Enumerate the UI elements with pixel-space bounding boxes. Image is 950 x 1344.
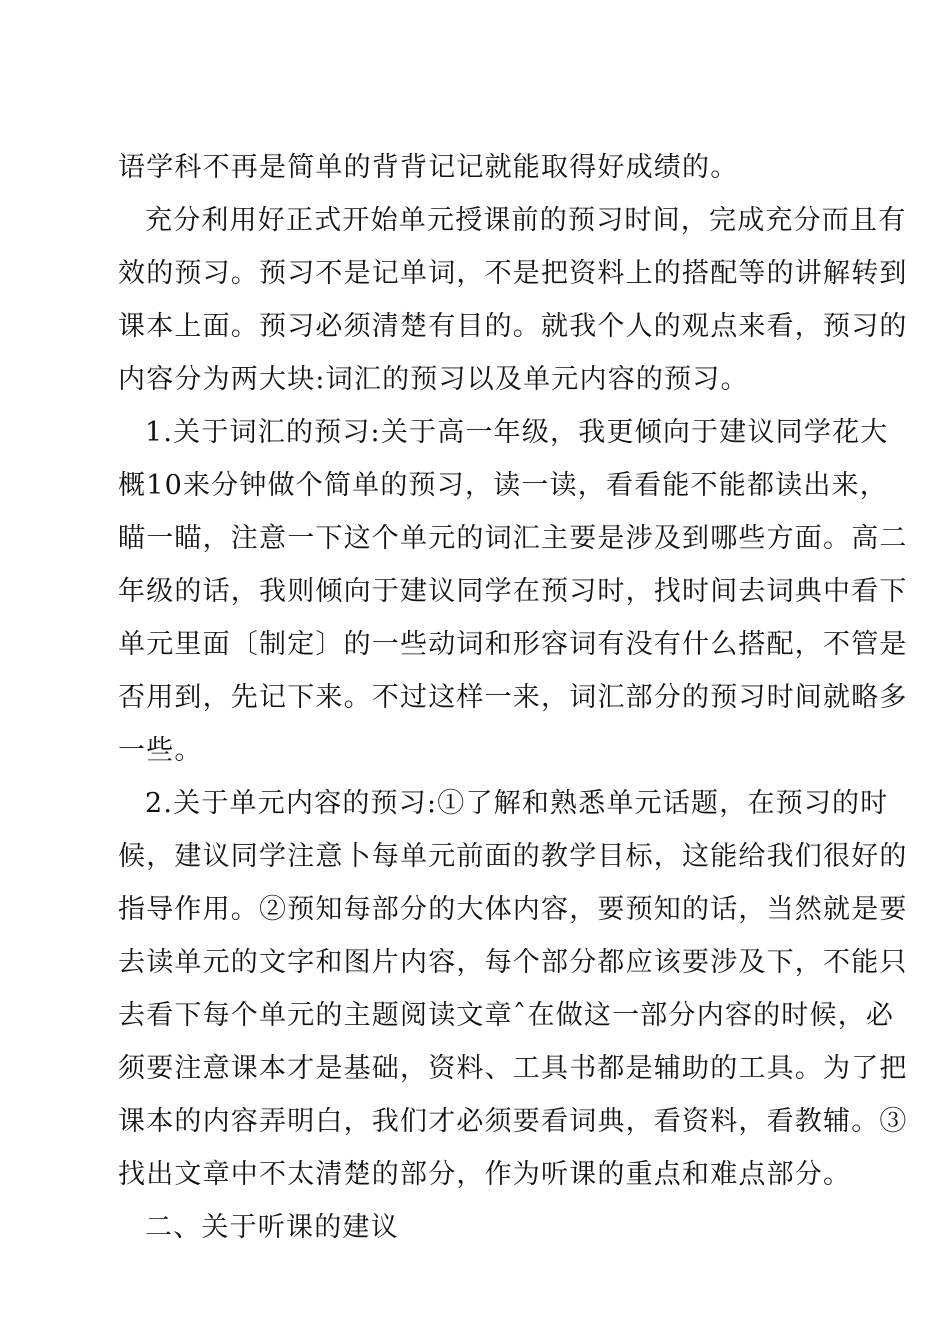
- paragraph-line: 找出文章中不太清楚的部分，作为听课的重点和难点部分。: [118, 1159, 852, 1190]
- paragraph-line: 否用到，先记下来。不过这样一来，词汇部分的预习时间就略多: [118, 682, 908, 713]
- paragraph-line: 语学科不再是简单的背背记记就能取得好成绩的。: [118, 152, 739, 183]
- paragraph-line: 充分利用好正式开始单元授课前的预习时间，完成充分而且有: [145, 205, 907, 236]
- paragraph-line: 去读单元的文字和图片内容，每个部分都应该要涉及下，不能只: [118, 947, 908, 978]
- paragraph-line: 2.关于单元内容的预习:①了解和熟悉单元话题，在预习的时: [145, 788, 889, 819]
- paragraph-line: 瞄一瞄，注意一下这个单元的词汇主要是涉及到哪些方面。高二: [118, 523, 908, 554]
- paragraph-line: 概10来分钟做个简单的预习，读一读，看看能不能都读出来，: [118, 470, 888, 501]
- paragraph-line: 1.关于词汇的预习:关于高一年级，我更倾向于建议同学花大: [145, 417, 889, 448]
- paragraph-line: 年级的话，我则倾向于建议同学在预习时，找时间去词典中看下: [118, 576, 908, 607]
- paragraph-line: 课本上面。预习必须清楚有目的。就我个人的观点来看，预习的: [118, 311, 908, 342]
- paragraph-line: 课本的内容弄明白，我们才必须要看词典，看资料，看教辅。③: [118, 1106, 908, 1137]
- paragraph-line: 效的预习。预习不是记单词，不是把资料上的搭配等的讲解转到: [118, 258, 908, 289]
- paragraph-line: 内容分为两大块:词汇的预习以及单元内容的预习。: [118, 364, 749, 395]
- paragraph-line: 去看下每个单元的主题阅读文章ˆ在做这一部分内容的时候，必: [118, 1000, 895, 1031]
- section-heading: 二、关于听课的建议: [145, 1212, 399, 1243]
- paragraph-line: 须要注意课本才是基础，资料、工具书都是辅助的工具。为了把: [118, 1053, 908, 1084]
- paragraph-line: 候，建议同学注意卜每单元前面的教学目标，这能给我们很好的: [118, 841, 908, 872]
- paragraph-line: 指导作用。②预知每部分的大体内容，要预知的话，当然就是要: [118, 894, 908, 925]
- paragraph-line: 单元里面〔制定〕的一些动词和形容词有没有什么搭配，不管是: [118, 629, 908, 660]
- paragraph-line: 一些。: [118, 735, 203, 766]
